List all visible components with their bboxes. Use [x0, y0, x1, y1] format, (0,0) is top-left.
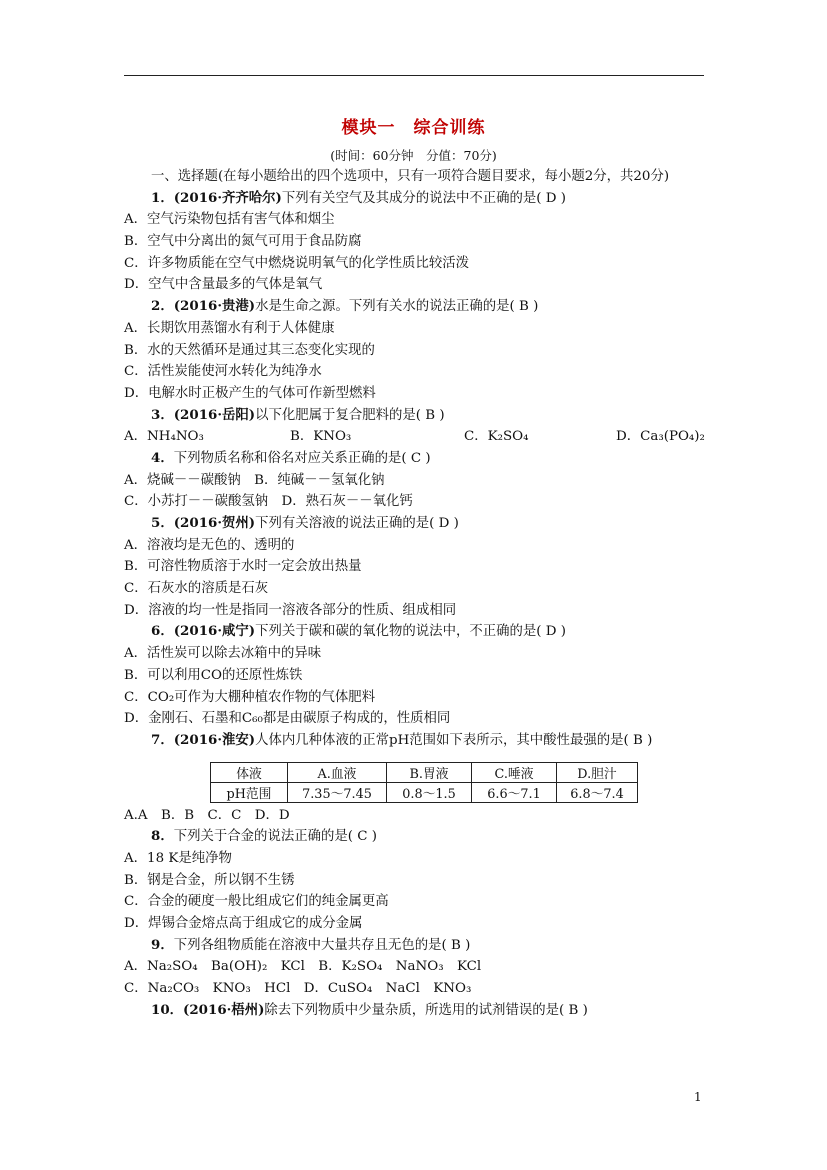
table-cell: A.血液	[288, 762, 387, 782]
option: A．Na₂SO₄ Ba(OH)₂ KCl B．K₂SO₄ NaNO₃ KCl	[124, 959, 482, 975]
table-cell: 7.35～7.45	[288, 782, 387, 802]
question-4: 4．下列物质名称和俗名对应关系正确的是( C )	[151, 449, 431, 466]
option: C．Na₂CO₃ KNO₃ HCl D．CuSO₄ NaCl KNO₃	[124, 981, 472, 997]
question-6: 6．(2016·咸宁)下列关于碳和碳的氧化物的说法中，不正确的是( D )	[151, 623, 567, 640]
option: C．石灰水的溶质是石灰	[124, 581, 269, 597]
option: B．钢是合金，所以钢不生锈	[124, 872, 295, 888]
question-8: 8．下列关于合金的说法正确的是( C )	[151, 828, 378, 845]
option: A．18 K是纯净物	[124, 850, 232, 866]
option: B．水的天然循环是通过其三态变化实现的	[124, 342, 375, 358]
page-number: 1	[694, 1090, 702, 1104]
option: B．可溶性物质溶于水时一定会放出热量	[124, 559, 362, 575]
option: B．可以利用CO的还原性炼铁	[124, 667, 303, 683]
option: C．活性炭能使河水转化为纯净水	[124, 364, 322, 380]
option: C．小苏打－－碳酸氢钠 D．熟石灰－－氧化钙	[124, 494, 413, 510]
option: D．金刚石、石墨和C₆₀都是由碳原子构成的，性质相同	[124, 711, 451, 727]
option: C．合金的硬度一般比组成它们的纯金属更高	[124, 894, 389, 910]
question-10: 10．(2016·梧州)除去下列物质中少量杂质，所选用的试剂错误的是( B )	[151, 1001, 588, 1018]
table-cell: pH范围	[211, 782, 288, 802]
question-9: 9．下列各组物质能在溶液中大量共存且无色的是( B )	[151, 936, 471, 953]
page-title: 模块一 综合训练	[341, 118, 486, 138]
question-5: 5．(2016·贺州)下列有关溶液的说法正确的是( D )	[151, 515, 459, 532]
question-2: 2．(2016·贵港)水是生命之源。下列有关水的说法正确的是( B )	[151, 298, 539, 315]
option: B．空气中分离出的氮气可用于食品防腐	[124, 234, 362, 250]
section-heading: 一、选择题(在每小题给出的四个选项中，只有一项符合题目要求，每小题2分，共20分)	[151, 169, 670, 184]
option: D．电解水时正极产生的气体可作新型燃料	[124, 385, 376, 401]
table-cell: D.胆汁	[557, 762, 638, 782]
table-cell: 6.6～7.1	[472, 782, 557, 802]
table-header-row	[211, 762, 638, 782]
question-3: 3．(2016·岳阳)以下化肥属于复合肥料的是( B )	[151, 406, 445, 423]
table-row	[211, 782, 638, 802]
question-7: 7．(2016·淮安)人体内几种体液的正常pH范围如下表所示，其中酸性最强的是( B )	[151, 731, 653, 748]
header-rule	[124, 75, 704, 76]
option: A．NH₄NO₃	[124, 429, 204, 445]
document-body	[124, 166, 706, 1021]
option: D．空气中含量最多的气体是氧气	[124, 277, 323, 293]
ph-table	[210, 762, 638, 803]
option: A．溶液均是无色的、透明的	[124, 537, 295, 553]
option: C．许多物质能在空气中燃烧说明氧气的化学性质比较活泼	[124, 255, 470, 271]
table-cell: 0.8～1.5	[387, 782, 472, 802]
option: A．烧碱－－碳酸钠 B．纯碱－－氢氧化钠	[124, 472, 385, 488]
table-cell: 6.8～7.4	[557, 782, 638, 802]
option: A．长期饮用蒸馏水有利于人体健康	[124, 320, 335, 336]
option: C．CO₂可作为大棚种植农作物的气体肥料	[124, 689, 376, 705]
option: D．溶液的均一性是指同一溶液各部分的性质、组成相同	[124, 602, 457, 618]
question-1: 1．(2016·齐齐哈尔)下列有关空气及其成分的说法中不正确的是( D )	[151, 189, 567, 206]
option: B．KNO₃	[290, 429, 352, 445]
option: C．K₂SO₄	[464, 429, 529, 445]
option: D．Ca₃(PO₄)₂	[616, 429, 705, 445]
table-cell: B.胃液	[387, 762, 472, 782]
option-row	[124, 426, 706, 448]
table-cell: C.唾液	[472, 762, 557, 782]
page-subtitle: (时间：60分钟 分值：70分)	[330, 148, 497, 163]
option: A．空气污染物包括有害气体和烟尘	[124, 212, 335, 228]
option: D．焊锡合金熔点高于组成它的成分金属	[124, 916, 363, 932]
option: A.A B．B C．C D．D	[124, 807, 290, 823]
table-cell: 体液	[211, 762, 288, 782]
option: A．活性炭可以除去冰箱中的异味	[124, 646, 322, 662]
